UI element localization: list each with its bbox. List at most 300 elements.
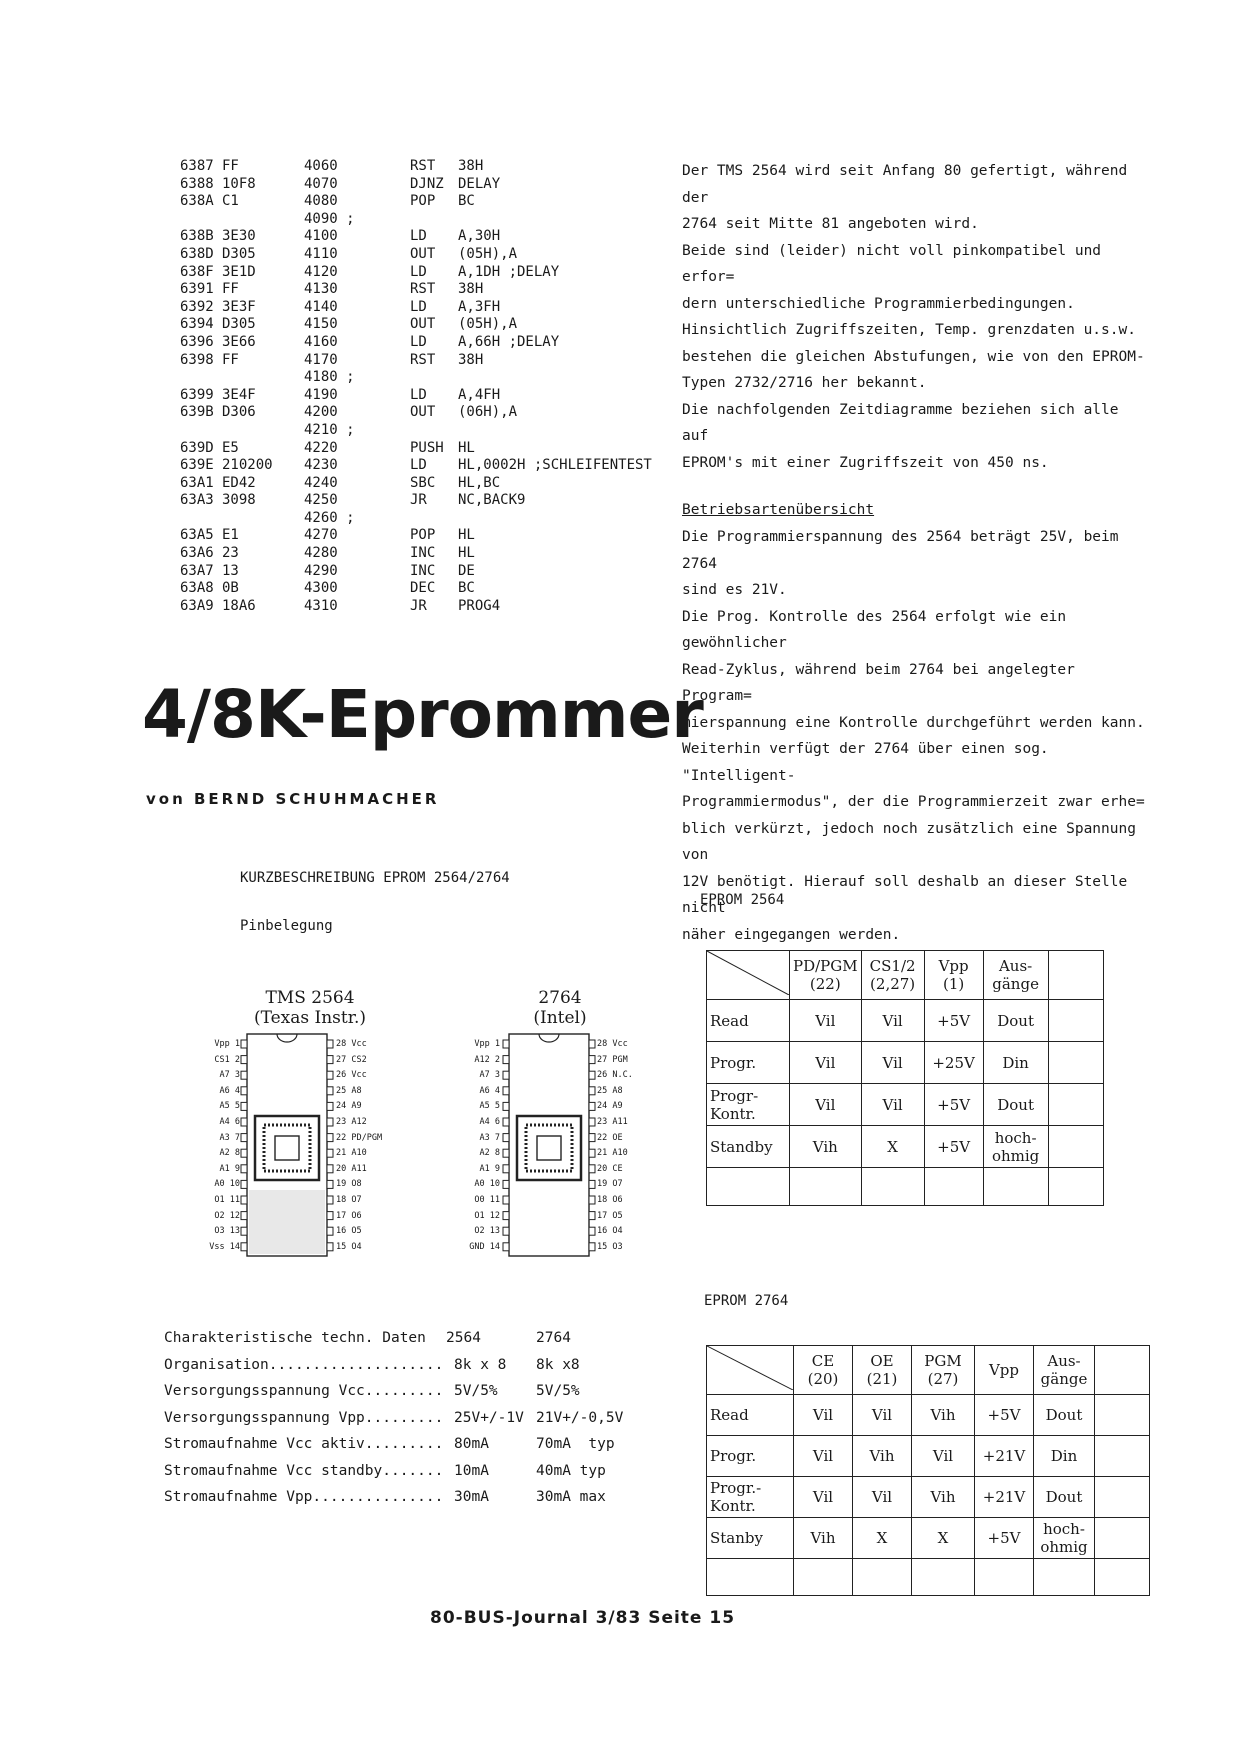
pin-label-left: O0 11: [474, 1195, 500, 1205]
listing-mnem: OUT: [410, 404, 436, 421]
table-empty-cell: [1095, 1395, 1150, 1436]
corner-diagonal: [707, 1346, 793, 1390]
table-empty-cell: [707, 1559, 794, 1596]
table-empty-cell: [1095, 1559, 1150, 1596]
pin-box: [503, 1056, 509, 1064]
table1-caption: EPROM 2564: [700, 892, 785, 908]
listing-line: 4060: [304, 158, 338, 174]
listing-ops: BC: [458, 580, 475, 597]
table-cell: Vil: [861, 1000, 924, 1042]
table-cell: Vil: [794, 1395, 853, 1436]
table-header-row: [707, 951, 1104, 1000]
table-empty-row: [707, 1559, 1150, 1596]
listing-line: 4110: [304, 245, 338, 262]
table-cell: +21V: [975, 1436, 1034, 1477]
listing-ops: HL: [458, 439, 475, 456]
table-cell: +5V: [924, 1000, 983, 1042]
pin-label-left: A4 6: [219, 1117, 240, 1127]
listing-mnem: OUT: [410, 316, 436, 333]
table-cell: Vil: [861, 1042, 924, 1084]
listing-mnem: JR: [410, 492, 427, 509]
text-line: 12V benötigt. Hierauf soll deshalb an dieser Stelle nicht: [682, 873, 1136, 916]
listing-ops: DELAY: [458, 175, 501, 192]
pin-label-left: O3 13: [214, 1226, 240, 1237]
pin-label-right: 18 O7: [336, 1195, 362, 1205]
listing-hex: 13: [222, 562, 239, 579]
pin-box: [503, 1118, 509, 1126]
listing-mnem: RST: [410, 351, 436, 368]
listing-hex: FF: [222, 158, 239, 174]
listing-addr: 638D: [180, 245, 214, 262]
table-cell: Dout: [1034, 1477, 1095, 1518]
pin-box: [589, 1212, 595, 1220]
listing-hex: E5: [222, 439, 239, 456]
pin-box: [241, 1149, 247, 1157]
listing-line: 4070: [304, 175, 338, 192]
table-eprom-2564: [706, 950, 1104, 1206]
listing-mnem: RST: [410, 158, 436, 174]
table-header-cell: CS1/2 (2,27): [861, 951, 924, 1000]
listing-mnem: LD: [410, 333, 427, 350]
listing-addr: 6387: [180, 158, 214, 174]
chip1-name: TMS 2564: [265, 988, 355, 1008]
listing-ops: (05H),A: [458, 316, 518, 333]
listing-mnem: DEC: [410, 580, 436, 597]
listing-line: 4180 ;: [304, 369, 355, 386]
pin-box: [503, 1149, 509, 1157]
listing-mnem: SBC: [410, 474, 436, 491]
listing-addr: 638A: [180, 193, 214, 210]
table-header-cell: Vpp: [975, 1346, 1034, 1395]
pin-box: [503, 1227, 509, 1235]
table-row: [707, 1042, 1104, 1084]
pin-box: [241, 1040, 247, 1048]
modes-heading: Betriebsartenübersicht: [682, 502, 875, 518]
table-cell: Vil: [790, 1042, 862, 1084]
pin-box: [241, 1102, 247, 1110]
table-empty-cell: [1034, 1559, 1095, 1596]
listing-hex: FF: [222, 351, 239, 368]
listing-ops: NC,BACK9: [458, 492, 526, 509]
pin-label-right: 20 A11: [336, 1163, 367, 1174]
pin-box: [241, 1212, 247, 1220]
specs-label: Organisation....................: [164, 1356, 444, 1373]
pin-label-right: 21 A10: [597, 1148, 628, 1159]
table-empty-cell: [983, 1168, 1048, 1206]
table-cell: Vih: [853, 1436, 912, 1477]
table-cell: Vil: [912, 1436, 975, 1477]
listing-ops: (05H),A: [458, 245, 518, 262]
pin-box: [241, 1056, 247, 1064]
listing-mnem: LD: [410, 298, 427, 315]
pin-box: [589, 1165, 595, 1173]
listing-ops: A,1DH ;DELAY: [458, 263, 560, 280]
table-cell: Standby: [707, 1126, 790, 1168]
pin-label-right: 18 O6: [597, 1195, 623, 1205]
pin-label-right: 19 O7: [597, 1179, 623, 1190]
text-line: Die Prog. Kontrolle des 2564 erfolgt wie ein gewöhnlicher: [682, 608, 1075, 651]
listing-addr: 6391: [180, 281, 214, 298]
table-row: [707, 1084, 1104, 1126]
listing-hex: E1: [222, 527, 239, 544]
modes-paragraph: [682, 524, 1152, 948]
text-line: mierspannung eine Kontrolle durchgeführt werden kann.: [682, 714, 1145, 731]
table-cell: +5V: [924, 1084, 983, 1126]
table-empty-cell: [924, 1168, 983, 1206]
listing-hex: 3098: [222, 492, 256, 509]
pin-box: [327, 1118, 333, 1126]
table-cell: Read: [707, 1395, 794, 1436]
table-row: [707, 1518, 1150, 1559]
pin-box: [241, 1165, 247, 1173]
table-cell: +25V: [924, 1042, 983, 1084]
page-footer: 80-BUS-Journal 3/83 Seite 15: [430, 1608, 736, 1628]
pin-label-left: O2 12: [214, 1210, 240, 1221]
table-empty-cell: [1095, 1346, 1150, 1395]
listing-line: 4100: [304, 228, 338, 245]
specs-value-2764: 70mA typ: [536, 1436, 615, 1452]
listing-mnem: LD: [410, 386, 427, 403]
chip2-diagram: [494, 1030, 604, 1260]
listing-hex: FF: [222, 281, 239, 298]
pin-label-right: 25 A8: [336, 1085, 362, 1096]
table-empty-cell: [861, 1168, 924, 1206]
listing-line: 4080: [304, 193, 338, 210]
listing-mnem: LD: [410, 263, 427, 280]
pin-label-left: A0 10: [214, 1179, 240, 1190]
specs-value-2564: 8k x 8: [454, 1356, 507, 1373]
pin-label-left: A1 9: [219, 1163, 240, 1174]
pin-label-right: 23 A12: [336, 1117, 367, 1127]
table-cell: X: [853, 1518, 912, 1559]
table-cell: Vil: [853, 1395, 912, 1436]
listing-mnem: POP: [410, 527, 436, 544]
table-cell: Vil: [794, 1477, 853, 1518]
pin-box: [503, 1087, 509, 1095]
table-cell: Dout: [1034, 1395, 1095, 1436]
listing-hex: 210200: [222, 457, 273, 474]
listing-addr: 63A8: [180, 580, 214, 597]
specs-header-2564: 2564: [446, 1330, 481, 1346]
text-line: dern unterschiedliche Programmierbedingungen.: [682, 295, 1075, 312]
specs-label: Versorgungsspannung Vcc.........: [164, 1383, 444, 1399]
table-cell: Progr- Kontr.: [707, 1084, 790, 1126]
specs-value-2564: 5V/5%: [454, 1383, 498, 1399]
table-empty-cell: [853, 1559, 912, 1596]
listing-ops: HL,BC: [458, 474, 501, 491]
listing-addr: 639D: [180, 439, 214, 456]
specs-value-2764: 21V+/-0,5V: [536, 1409, 624, 1426]
article-author: von BERND SCHUHMACHER: [146, 790, 440, 808]
listing-ops: A,3FH: [458, 298, 501, 315]
specs-label: Stromaufnahme Vcc aktiv.........: [164, 1436, 444, 1452]
pin-box: [327, 1149, 333, 1157]
table-cell: Vil: [790, 1000, 862, 1042]
text-line: Der TMS 2564 wird seit Anfang 80 gefertigt, während der: [682, 163, 1136, 206]
table-cell: X: [861, 1126, 924, 1168]
table-eprom-2764: [706, 1345, 1150, 1596]
listing-ops: DE: [458, 562, 475, 579]
listing-addr: 6394: [180, 316, 214, 333]
listing-line: 4090 ;: [304, 210, 355, 227]
listing-hex: 3E1D: [222, 263, 256, 280]
pin-label-left: A6 4: [479, 1085, 500, 1096]
text-line: sind es 21V.: [682, 582, 787, 598]
listing-hex: D305: [222, 245, 256, 262]
listing-addr: 6388: [180, 175, 214, 192]
pin-box: [589, 1040, 595, 1048]
pin-box: [327, 1134, 333, 1142]
pin-label-right: 25 A8: [597, 1085, 623, 1096]
text-line: EPROM's mit einer Zugriffszeit von 450 ns.: [682, 454, 1049, 471]
table-empty-cell: [1048, 951, 1103, 1000]
table-cell: Dout: [983, 1000, 1048, 1042]
table-cell: +5V: [975, 1518, 1034, 1559]
table-empty-cell: [1095, 1518, 1150, 1559]
table-header-row: [707, 1346, 1150, 1395]
listing-ops: 38H: [458, 281, 484, 298]
table-empty-cell: [1048, 1084, 1103, 1126]
specs-header-2764: 2764: [536, 1330, 571, 1346]
chip1-diagram: [232, 1030, 342, 1260]
pin-label-left: GND 14: [469, 1241, 500, 1252]
listing-ops: BC: [458, 193, 475, 210]
listing-hex: C1: [222, 193, 239, 210]
pin-label-left: A7 3: [479, 1070, 500, 1081]
table-cell: Read: [707, 1000, 790, 1042]
table-row: [707, 1436, 1150, 1477]
listing-hex: 3E4F: [222, 386, 256, 403]
table-cell: +5V: [924, 1126, 983, 1168]
table-cell: Vil: [861, 1084, 924, 1126]
chip2-sub: (Intel): [533, 1008, 587, 1028]
text-line: bestehen die gleichen Abstufungen, wie von den EPROM-: [682, 348, 1145, 365]
listing-ops: HL: [458, 527, 475, 544]
pin-box: [241, 1227, 247, 1235]
listing-hex: 0B: [222, 580, 239, 597]
pin-label-left: CS1 2: [214, 1054, 240, 1065]
pin-label-right: 15 O3: [597, 1241, 623, 1252]
listing-line: 4200: [304, 404, 338, 421]
table-header-cell: Aus- gänge: [1034, 1346, 1095, 1395]
listing-hex: 10F8: [222, 175, 256, 192]
listing-line: 4250: [304, 492, 338, 509]
pin-label-right: 24 A9: [597, 1101, 623, 1112]
table-header-cell: Aus- gänge: [983, 951, 1048, 1000]
table-cell: Stanby: [707, 1518, 794, 1559]
table-corner: [707, 951, 790, 1000]
listing-mnem: RST: [410, 281, 436, 298]
pin-box: [327, 1243, 333, 1251]
pin-label-right: 24 A9: [336, 1101, 362, 1112]
specs-header-label: Charakteristische techn. Daten: [164, 1330, 426, 1346]
pin-label-right: 16 O4: [597, 1226, 623, 1237]
listing-line: 4190: [304, 386, 338, 403]
pin-box: [503, 1165, 509, 1173]
pin-box: [589, 1102, 595, 1110]
listing-addr: 6398: [180, 351, 214, 368]
table-cell: +21V: [975, 1477, 1034, 1518]
pin-label-left: A3 7: [479, 1132, 500, 1143]
table-cell: Dout: [983, 1084, 1048, 1126]
pin-box: [589, 1071, 595, 1079]
pin-box: [327, 1040, 333, 1048]
listing-addr: 639E: [180, 457, 214, 474]
table-cell: Vil: [794, 1436, 853, 1477]
text-line: Read-Zyklus, während beim 2764 bei angelegter Program=: [682, 661, 1084, 704]
table-cell: Din: [1034, 1436, 1095, 1477]
text-line: blich verkürzt, jedoch noch zusätzlich eine Spannung von: [682, 820, 1145, 863]
table-cell: Vil: [853, 1477, 912, 1518]
pin-box: [327, 1180, 333, 1188]
listing-line: 4150: [304, 316, 338, 333]
table-header-cell: OE (21): [853, 1346, 912, 1395]
intro-paragraph: [682, 158, 1152, 476]
pin-label: Pinbelegung: [240, 918, 333, 934]
listing-addr: 638F: [180, 263, 214, 280]
table-row: [707, 1000, 1104, 1042]
pin-box: [503, 1196, 509, 1204]
pin-label-right: 28 Vcc: [597, 1039, 628, 1049]
chip2-name: 2764: [538, 988, 582, 1008]
table-empty-cell: [975, 1559, 1034, 1596]
table-cell: +5V: [975, 1395, 1034, 1436]
pin-label-left: O2 13: [474, 1226, 500, 1237]
pin-label-right: 19 O8: [336, 1179, 362, 1190]
pin-box: [327, 1102, 333, 1110]
pin-label-right: 17 O5: [597, 1210, 623, 1221]
listing-line: 4270: [304, 527, 338, 544]
specs-value-2764: 8k x8: [536, 1356, 580, 1373]
pin-box: [327, 1227, 333, 1235]
table-empty-cell: [1048, 1000, 1103, 1042]
pin-label-right: 23 A11: [597, 1117, 628, 1127]
pin-box: [589, 1180, 595, 1188]
pin-box: [503, 1102, 509, 1110]
pin-label-left: A2 8: [219, 1148, 240, 1159]
table-row: [707, 1477, 1150, 1518]
pin-box: [589, 1134, 595, 1142]
listing-mnem: DJNZ: [410, 175, 444, 192]
text-line: Programmiermodus", der die Programmierzeit zwar erhe=: [682, 794, 1145, 810]
listing-addr: 63A9: [180, 597, 214, 614]
pin-box: [327, 1196, 333, 1204]
listing-mnem: PUSH: [410, 439, 444, 456]
text-line: näher eingegangen werden.: [682, 926, 901, 943]
listing-line: 4220: [304, 439, 338, 456]
listing-mnem: JR: [410, 597, 427, 614]
listing-addr: 6392: [180, 298, 214, 315]
pin-label-left: Vpp 1: [474, 1039, 500, 1049]
listing-mnem: OUT: [410, 245, 436, 262]
specs-value-2564: 25V+/-1V: [454, 1409, 524, 1426]
listing-ops: 38H: [458, 351, 484, 368]
listing-hex: 3E66: [222, 333, 256, 350]
table-cell: Progr.- Kontr.: [707, 1477, 794, 1518]
table-cell: hoch- ohmig: [983, 1126, 1048, 1168]
pin-label-right: 22 OE: [597, 1132, 623, 1143]
pin-label-left: A5 5: [479, 1101, 500, 1112]
listing-line: 4160: [304, 333, 338, 350]
table-cell: Vih: [912, 1477, 975, 1518]
listing-ops: A,30H: [458, 228, 501, 245]
specs-value-2764: 30mA max: [536, 1489, 606, 1505]
table-empty-cell: [790, 1168, 862, 1206]
table-row: [707, 1126, 1104, 1168]
listing-line: 4230: [304, 457, 338, 474]
pin-box: [327, 1087, 333, 1095]
pin-box: [589, 1243, 595, 1251]
pin-box: [241, 1134, 247, 1142]
specs-value-2764: 5V/5%: [536, 1383, 580, 1399]
pin-box: [241, 1087, 247, 1095]
listing-hex: ED42: [222, 474, 256, 491]
specs-label: Stromaufnahme Vpp...............: [164, 1489, 444, 1505]
text-line: 2764 seit Mitte 81 angeboten wird.: [682, 216, 979, 232]
pin-label-left: Vss 14: [209, 1241, 240, 1252]
listing-line: 4130: [304, 281, 338, 298]
listing-mnem: LD: [410, 228, 427, 245]
listing-addr: 63A7: [180, 562, 214, 579]
pin-label-right: 21 A10: [336, 1148, 367, 1159]
specs-value-2564: 30mA: [454, 1489, 489, 1505]
pin-label-right: 20 CE: [597, 1163, 623, 1174]
listing-addr: 63A3: [180, 492, 214, 509]
listing-line: 4240: [304, 474, 338, 491]
pin-box: [327, 1165, 333, 1173]
listing-addr: 638B: [180, 228, 214, 245]
table-empty-cell: [794, 1559, 853, 1596]
pin-box: [241, 1118, 247, 1126]
table-header-cell: Vpp (1): [924, 951, 983, 1000]
pin-box: [503, 1243, 509, 1251]
listing-ops: A,4FH: [458, 386, 501, 403]
specs-value-2564: 10mA: [454, 1462, 489, 1479]
listing-hex: 3E3F: [222, 298, 256, 315]
listing-addr: 6396: [180, 333, 214, 350]
pin-box: [503, 1071, 509, 1079]
pin-label-right: 28 Vcc: [336, 1039, 367, 1049]
text-line: Hinsichtlich Zugriffszeiten, Temp. grenzdaten u.s.w.: [682, 322, 1136, 338]
listing-ops: 38H: [458, 158, 484, 174]
listing-addr: 63A1: [180, 474, 214, 491]
specs-label: Versorgungsspannung Vpp.........: [164, 1409, 444, 1426]
listing-ops: HL: [458, 545, 475, 562]
table-cell: Vil: [790, 1084, 862, 1126]
pin-label-left: A7 3: [219, 1070, 240, 1081]
pin-label-left: O1 12: [474, 1210, 500, 1221]
table-cell: Progr.: [707, 1042, 790, 1084]
listing-mnem: INC: [410, 562, 436, 579]
corner-diagonal: [707, 951, 789, 995]
table-header-cell: PD/PGM (22): [790, 951, 862, 1000]
pin-box: [241, 1243, 247, 1251]
article-title: 4/8K-Eprommer: [142, 676, 703, 753]
pin-box: [589, 1087, 595, 1095]
listing-line: 4170: [304, 351, 338, 368]
table-empty-cell: [1048, 1042, 1103, 1084]
listing-ops: PROG4: [458, 597, 501, 614]
table-cell: Din: [983, 1042, 1048, 1084]
pin-label-right: 22 PD/PGM: [336, 1132, 383, 1143]
pin-box: [503, 1212, 509, 1220]
pin-label-left: A5 5: [219, 1101, 240, 1112]
listing-ops: (06H),A: [458, 404, 518, 421]
pin-box: [589, 1149, 595, 1157]
table-empty-cell: [707, 1168, 790, 1206]
listing-hex: 3E30: [222, 228, 256, 245]
pin-label-left: A2 8: [479, 1148, 500, 1159]
